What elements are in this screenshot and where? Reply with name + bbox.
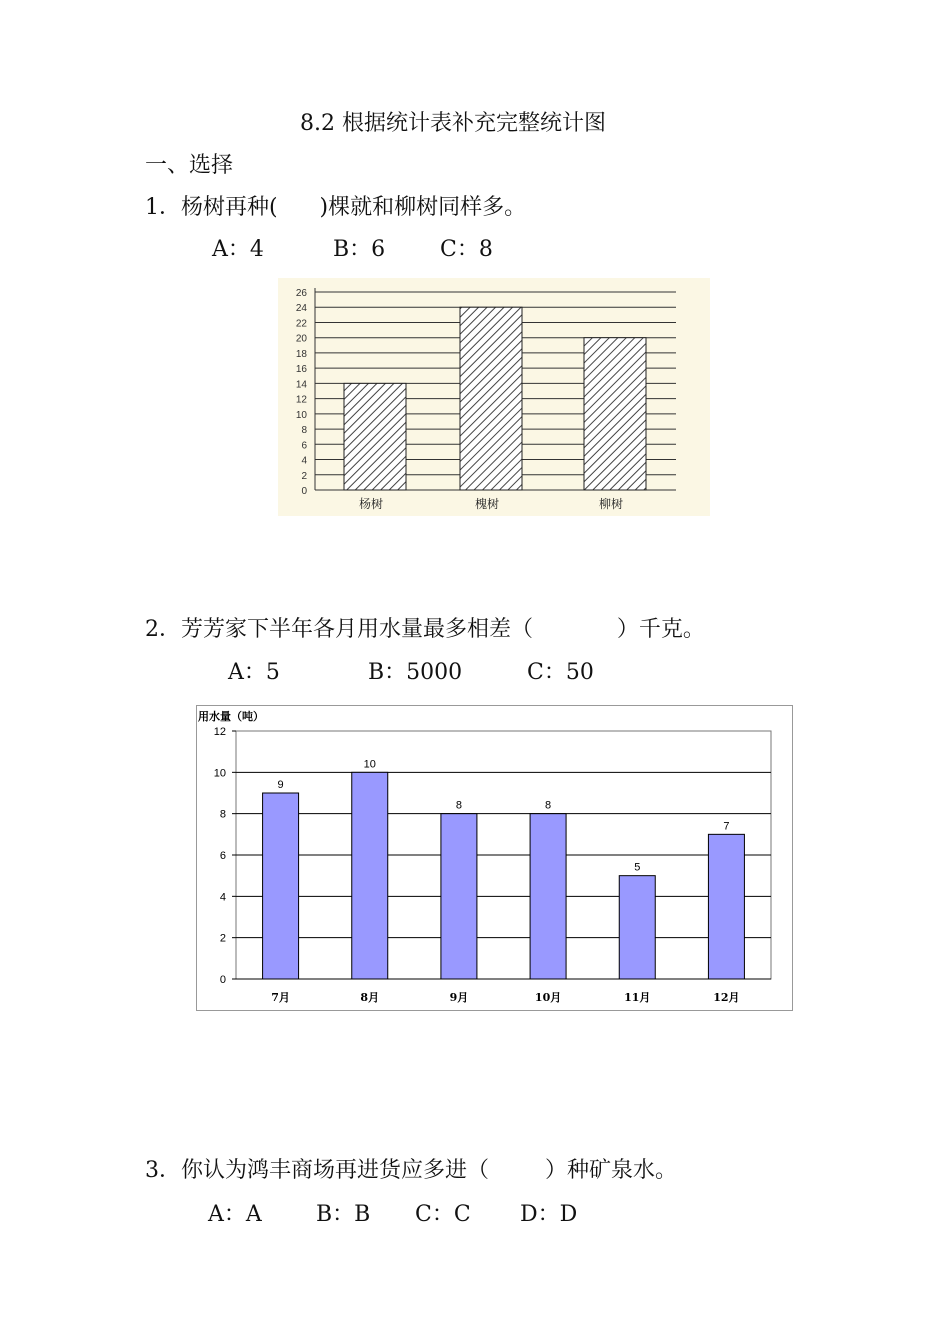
page-title: 8.2 根据统计表补充完整统计图 [300,111,606,136]
question-1-option-c: C：8 [440,237,493,262]
chart1-bar [584,338,646,490]
chart2-ytick-label: 2 [219,932,226,945]
question-2-stem: 2．芳芳家下半年各月用水量最多相差（ ）千克。 [145,617,705,642]
chart2-ytick-label: 12 [213,726,226,738]
chart1-ytick-label: 8 [301,425,307,437]
question-3-stem: 3．你认为鸿丰商场再进货应多进（ ）种矿泉水。 [145,1158,677,1183]
chart2-data-label: 8 [545,799,552,812]
chart1-ytick-label: 0 [301,486,307,497]
question-1-stem: 1．杨树再种( )棵就和柳树同样多。 [145,195,527,220]
chart1-category-label: 柳树 [598,497,624,511]
tree-bar-chart [278,278,710,516]
chart1-ytick-label: 24 [295,303,307,315]
chart1-ytick-label: 2 [301,470,307,482]
chart2-ytick-label: 8 [219,808,226,821]
chart2-data-label: 10 [363,758,376,771]
chart2-category-label: 8月 [360,991,380,1004]
water-usage-bar-chart [196,705,793,1011]
section-heading: 一、选择 [145,153,234,178]
chart2-data-label: 5 [634,861,641,874]
chart2-bar [708,834,744,979]
chart2-bar [530,814,566,979]
question-1-option-a: A：4 [212,237,264,262]
chart2-bar [352,772,388,979]
question-2-option-b: B：5000 [368,660,463,685]
chart1-ytick-label: 14 [295,379,307,391]
chart2-data-label: 7 [723,820,730,833]
chart1-ytick-label: 16 [295,364,307,376]
chart1-ytick-label: 10 [295,409,307,421]
chart1-category-label: 杨树 [358,497,384,511]
question-2-option-a: A：5 [228,660,280,685]
chart1-ytick-label: 18 [295,348,307,360]
chart2-ytick-label: 4 [219,891,226,904]
question-3-option-b: B：B [316,1202,371,1227]
chart2-category-label: 11月 [624,991,651,1004]
chart2-bar [619,876,655,979]
chart2-bar [263,793,299,979]
question-1-option-b: B：6 [333,237,386,262]
chart1-bar [460,307,522,490]
chart1-ytick-label: 26 [295,288,307,299]
chart2-ytick-label: 0 [219,974,226,986]
chart1-ytick-label: 22 [295,318,307,330]
chart2-ytick-label: 6 [219,850,226,862]
chart1-ytick-label: 6 [301,440,307,452]
question-3-option-a: A：A [208,1202,262,1227]
chart1-ytick-label: 4 [301,455,307,467]
chart2-ytick-label: 10 [213,767,226,780]
chart1-bar [344,383,406,490]
chart1-ytick-label: 20 [295,333,307,345]
question-3-option-c: C：C [415,1202,471,1227]
chart2-data-label: 9 [277,779,284,791]
chart1-ytick-label: 12 [295,394,307,406]
question-3-option-d: D：D [520,1202,578,1227]
chart2-category-label: 7月 [271,991,290,1004]
chart2-ylabel: 用水量（吨） [198,711,264,723]
chart2-data-label: 8 [455,799,462,812]
chart1-category-label: 槐树 [474,497,500,511]
chart2-bar [441,814,477,979]
chart2-category-label: 12月 [713,991,740,1004]
chart2-category-label: 9月 [449,991,469,1004]
question-2-option-c: C：50 [527,660,594,685]
chart2-category-label: 10月 [534,991,562,1004]
